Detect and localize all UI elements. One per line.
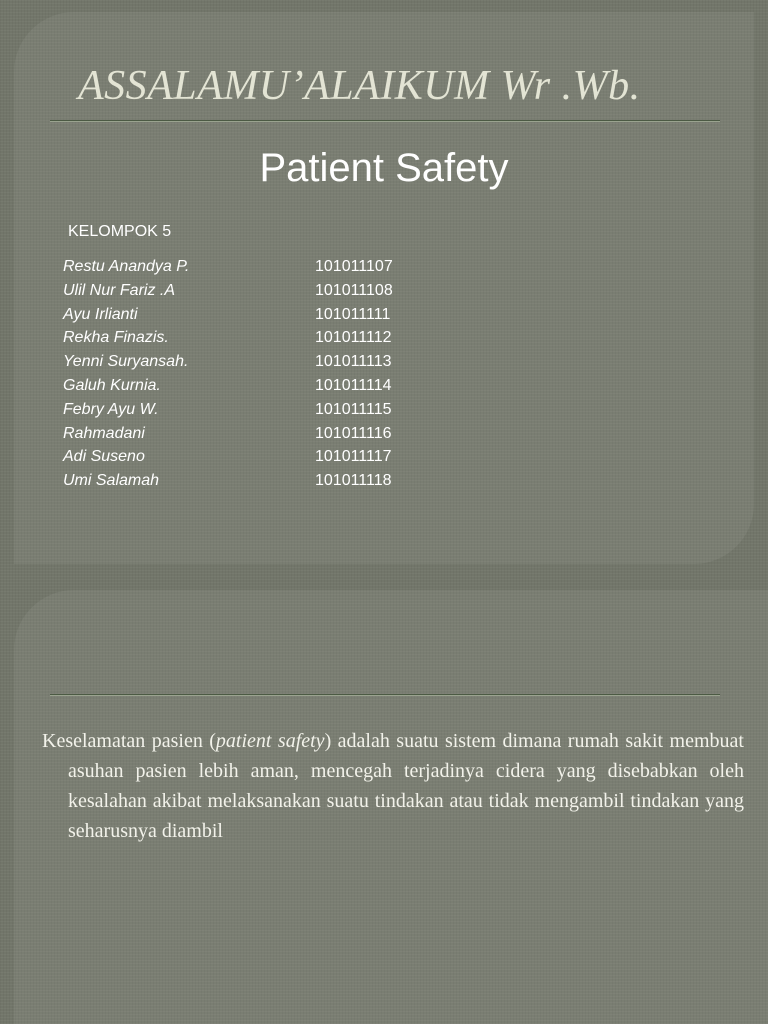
member-name: Rahmadani bbox=[63, 424, 145, 442]
definition-paragraph bbox=[42, 726, 744, 846]
member-name: Restu Anandya P. bbox=[63, 258, 190, 275]
member-name: Yenni Suryansah. bbox=[63, 353, 189, 371]
member-id: 101011113 bbox=[315, 353, 392, 371]
member-id: 101011112 bbox=[315, 329, 392, 347]
member-name: Ayu Irlianti bbox=[63, 305, 138, 323]
member-name: Galuh Kurnia. bbox=[63, 376, 161, 394]
member-name: Umi Salamah bbox=[63, 472, 160, 490]
member-id: 101011111 bbox=[315, 305, 391, 323]
para-start: Keselamatan pasien ( bbox=[42, 730, 216, 752]
member-name: Adi Suseno bbox=[63, 448, 145, 466]
member-id: 101011107 bbox=[315, 258, 393, 275]
section-divider bbox=[50, 694, 720, 696]
member-name: Ulil Nur Fariz .A bbox=[63, 281, 176, 299]
member-id: 101011115 bbox=[315, 400, 392, 418]
group-label: KELOMPOK 5 bbox=[68, 223, 172, 240]
slide-2 bbox=[0, 576, 768, 1024]
member-id: 101011117 bbox=[315, 448, 392, 466]
title-divider bbox=[50, 120, 720, 122]
member-name: Rekha Finazis. bbox=[63, 329, 169, 347]
para-rest: ) adalah suatu sistem dimana rumah sakit membuat asuhan pasien lebih aman, mencegah terjadinya cidera yang disebabkan oleh kesalahan akibat melaksanakan suatu tindakan atau tidak mengambil tindakan yang seharusnya diambil bbox=[68, 730, 744, 842]
member-name: Febry Ayu W. bbox=[63, 400, 159, 418]
page-title: Patient Safety bbox=[259, 146, 509, 190]
member-id: 101011118 bbox=[315, 472, 392, 490]
member-id: 101011114 bbox=[315, 376, 392, 394]
member-id: 101011116 bbox=[315, 424, 392, 442]
greeting-title: ASSALAMU’ALAIKUM Wr .Wb. bbox=[78, 63, 641, 109]
member-id: 101011108 bbox=[315, 281, 393, 299]
para-term: patient safety bbox=[215, 730, 325, 752]
